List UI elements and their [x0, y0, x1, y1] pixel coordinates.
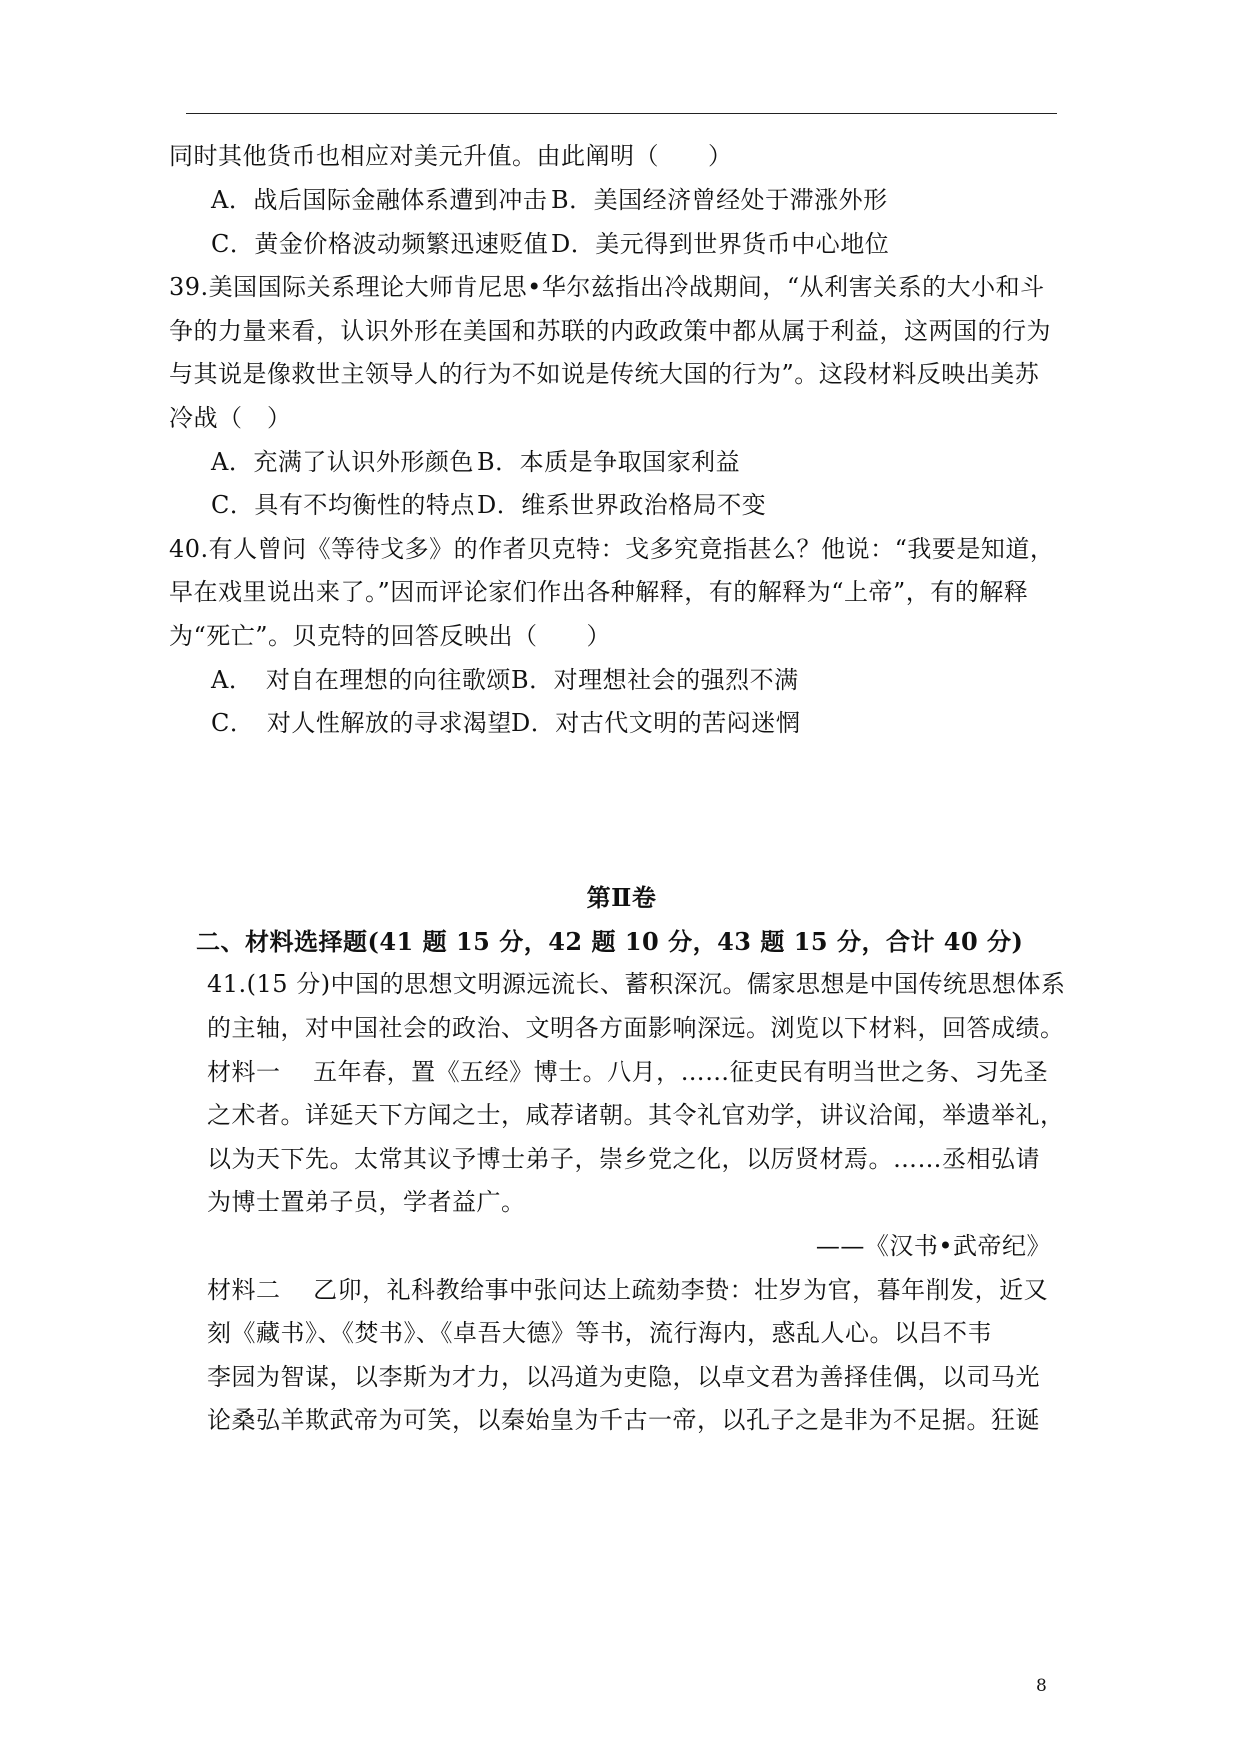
- q40-option-a: A． 对自在理想的向往歌颂: [211, 666, 511, 694]
- q40-option-c: C． 对人性解放的寻求渴望: [211, 709, 512, 737]
- q38-option-a: A．战后国际金融体系遭到冲击: [211, 186, 548, 214]
- q39-line-4: 冷战（ ）: [169, 404, 292, 432]
- part-2-title: 第Ⅱ卷: [586, 883, 657, 912]
- page-number: 8: [1036, 1676, 1047, 1696]
- header-rule: [186, 113, 1057, 114]
- q38-stem-tail: 同时其他货币也相应对美元升值。由此阐明（ ）: [169, 142, 733, 170]
- q39-option-b: B．本质是争取国家利益: [477, 448, 741, 476]
- q38-option-c: C．黄金价格波动频繁迅速贬值: [211, 230, 549, 258]
- q41-line-1: 41.(15 分)中国的思想文明源远流长、蓄积深沉。儒家思想是中国传统思想体系: [207, 970, 1066, 998]
- q40-option-b: B．对理想社会的强烈不满: [511, 666, 799, 694]
- material-1-line-4: 为博士置弟子员，学者益广。: [207, 1188, 526, 1216]
- q39-line-2: 争的力量来看，认识外形在美国和苏联的内政政策中都从属于利益，这两国的行为: [169, 317, 1051, 345]
- material-2-line-4: 论桑弘羊欺武帝为可笑，以秦始皇为千古一帝，以孔子之是非为不足据。狂诞: [207, 1406, 1040, 1434]
- q39-line-3: 与其说是像救世主领导人的行为不如说是传统大国的行为”。这段材料反映出美苏: [169, 360, 1040, 388]
- q40-line-3: 为“死亡”。贝克特的回答反映出（ ）: [169, 622, 612, 650]
- material-1-line-3: 以为天下先。太常其议予博士弟子，崇乡党之化，以厉贤材焉。……丞相弘请: [207, 1145, 1040, 1173]
- q40-line-1: 40.有人曾问《等待戈多》的作者贝克特：戈多究竟指甚么？他说：“我要是知道，: [169, 535, 1055, 563]
- q40-line-2: 早在戏里说出来了。”因而评论家们作出各种解释，有的解释为“上帝”，有的解释: [169, 578, 1029, 606]
- material-2-line-1: 材料二 乙卯，礼科教给事中张问达上疏劾李贽：壮岁为官，暮年削发，近又: [207, 1276, 1049, 1304]
- q40-option-d: D．对古代文明的苦闷迷惘: [511, 709, 801, 737]
- q38-option-d: D．美元得到世界货币中心地位: [551, 230, 890, 258]
- material-1-line-1: 材料一 五年春，置《五经》博士。八月，……征吏民有明当世之务、习先圣: [207, 1058, 1049, 1086]
- material-1-line-2: 之术者。详延天下方闻之士，咸荐诸朝。其令礼官劝学，讲议洽闻，举遗举礼，: [207, 1101, 1065, 1129]
- q39-option-a: A．充满了认识外形颜色: [211, 448, 474, 476]
- section-heading: 二、材料选择题(41 题 15 分，42 题 10 分，43 题 15 分，合计 40 分): [196, 927, 1024, 956]
- material-2-line-3: 李园为智谋，以李斯为才力，以冯道为吏隐，以卓文君为善择佳偶，以司马光: [207, 1363, 1040, 1391]
- material-1-source: ——《汉书•武帝纪》: [815, 1232, 1051, 1260]
- q41-line-2: 的主轴，对中国社会的政治、文明各方面影响深远。浏览以下材料，回答成绩。: [207, 1014, 1065, 1042]
- material-2-line-2: 刻《藏书》、《焚书》、《卓吾大德》等书，流行海内，惑乱人心。以吕不韦: [207, 1319, 992, 1347]
- q39-option-d: D．维系世界政治格局不变: [477, 491, 767, 519]
- q38-option-b: B．美国经济曾经处于滞涨外形: [551, 186, 888, 214]
- q39-option-c: C．具有不均衡性的特点: [211, 491, 475, 519]
- q39-line-1: 39.美国国际关系理论大师肯尼思•华尔兹指出冷战期间，“从利害关系的大小和斗: [169, 273, 1045, 301]
